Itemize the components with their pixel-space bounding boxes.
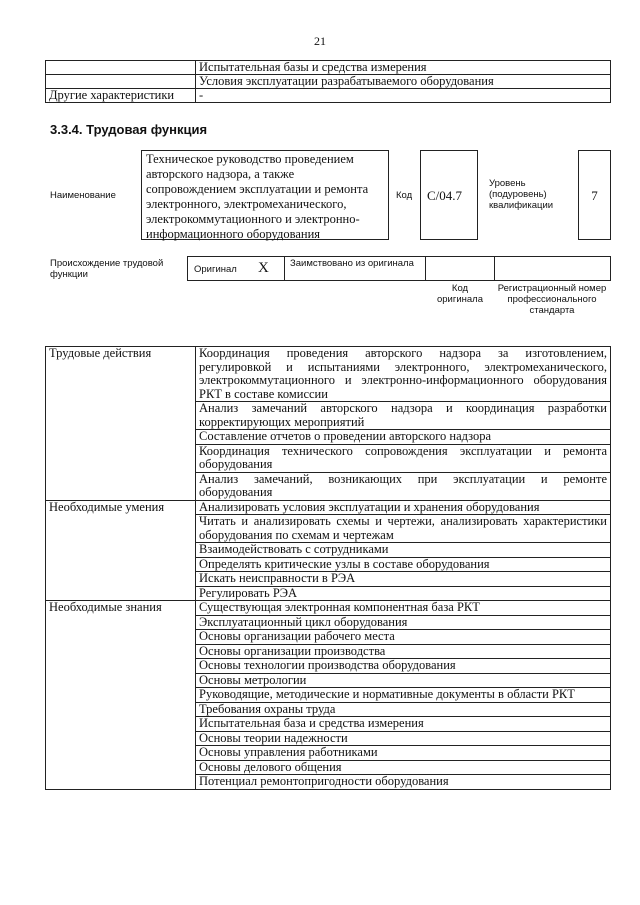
row-label	[46, 61, 196, 75]
category-cell: Необходимые знания	[46, 601, 196, 790]
item-cell: Координация технического сопровождения эксплуатации и ремонта оборудования	[196, 444, 611, 472]
name-label: Наименование	[50, 190, 116, 201]
table-row	[46, 75, 611, 89]
item-cell: Эксплуатационный цикл оборудования	[196, 615, 611, 630]
level-value: 7	[578, 150, 611, 240]
item-cell: Потенциал ремонтопригодности оборудования	[196, 775, 611, 790]
category-cell: Необходимые умения	[46, 500, 196, 601]
table-row	[46, 61, 611, 75]
original-mark: X	[258, 260, 269, 276]
reg-number-caption: Регистрационный номер профессионального стандарта	[497, 283, 607, 316]
category-cell: Трудовые действия	[46, 347, 196, 501]
level-label: Уровень (подуровень) квалификации	[489, 178, 554, 211]
item-cell: Составление отчетов о проведении авторского надзора	[196, 430, 611, 445]
labor-function-table	[45, 346, 611, 790]
item-cell: Анализ замечаний авторского надзора и координация разработки корректирующих мероприятий	[196, 402, 611, 430]
code-value: С/04.7	[420, 150, 478, 240]
characteristics-table	[45, 60, 611, 103]
row-value: -	[196, 89, 611, 103]
reg-number-cell	[494, 256, 611, 281]
item-cell: Испытательная база и средства измерения	[196, 717, 611, 732]
item-cell: Координация проведения авторского надзора за изготовлением, регулировкой и испытаниями электронного, электромеханического, электрокоммутационного и электронно-информационного оборудования РКТ в составе комиссии	[196, 347, 611, 402]
code-label: Код	[396, 190, 413, 201]
table-row	[46, 89, 611, 103]
table-row	[46, 500, 611, 515]
item-cell: Основы организации производства	[196, 644, 611, 659]
item-cell: Руководящие, методические и нормативные документы в области РКТ	[196, 688, 611, 703]
item-cell: Основы теории надежности	[196, 731, 611, 746]
item-cell: Регулировать РЭА	[196, 586, 611, 601]
item-cell: Определять критические узлы в составе оборудования	[196, 557, 611, 572]
row-label	[46, 75, 196, 89]
original-cell	[187, 256, 285, 281]
item-cell: Основы организации рабочего места	[196, 630, 611, 645]
item-cell: Требования охраны труда	[196, 702, 611, 717]
item-cell: Взаимодействовать с сотрудниками	[196, 543, 611, 558]
item-cell: Искать неисправности в РЭА	[196, 572, 611, 587]
origin-label: Происхождение трудовой функции	[50, 258, 164, 280]
table-row	[46, 347, 611, 402]
borrowed-cell: Заимствовано из оригинала	[284, 256, 426, 281]
row-label: Другие характеристики	[46, 89, 196, 103]
original-label: Оригинал	[194, 264, 237, 275]
page-number: 21	[314, 34, 326, 48]
row-value: Условия эксплуатации разрабатываемого оборудования	[196, 75, 611, 89]
section-heading: 3.3.4. Трудовая функция	[50, 122, 208, 137]
item-cell: Существующая электронная компонентная база РКТ	[196, 601, 611, 616]
item-cell: Основы технологии производства оборудования	[196, 659, 611, 674]
item-cell: Анализ замечаний, возникающих при эксплуатации и ремонте оборудования	[196, 472, 611, 500]
row-value: Испытательная базы и средства измерения	[196, 61, 611, 75]
item-cell: Основы управления работниками	[196, 746, 611, 761]
item-cell: Читать и анализировать схемы и чертежи, анализировать характеристики оборудования по схемам и чертежам	[196, 515, 611, 543]
code-original-cell	[425, 256, 495, 281]
function-name: Техническое руководство проведением авторского надзора, а также сопровождением эксплуатации и ремонта электронного, электромеханического, электрокоммутационного и электронно-информационного оборудования	[141, 150, 389, 240]
item-cell: Основы делового общения	[196, 760, 611, 775]
code-original-caption: Код оригинала	[436, 283, 483, 305]
item-cell: Анализировать условия эксплуатации и хранения оборудования	[196, 500, 611, 515]
table-row	[46, 601, 611, 616]
item-cell: Основы метрологии	[196, 673, 611, 688]
